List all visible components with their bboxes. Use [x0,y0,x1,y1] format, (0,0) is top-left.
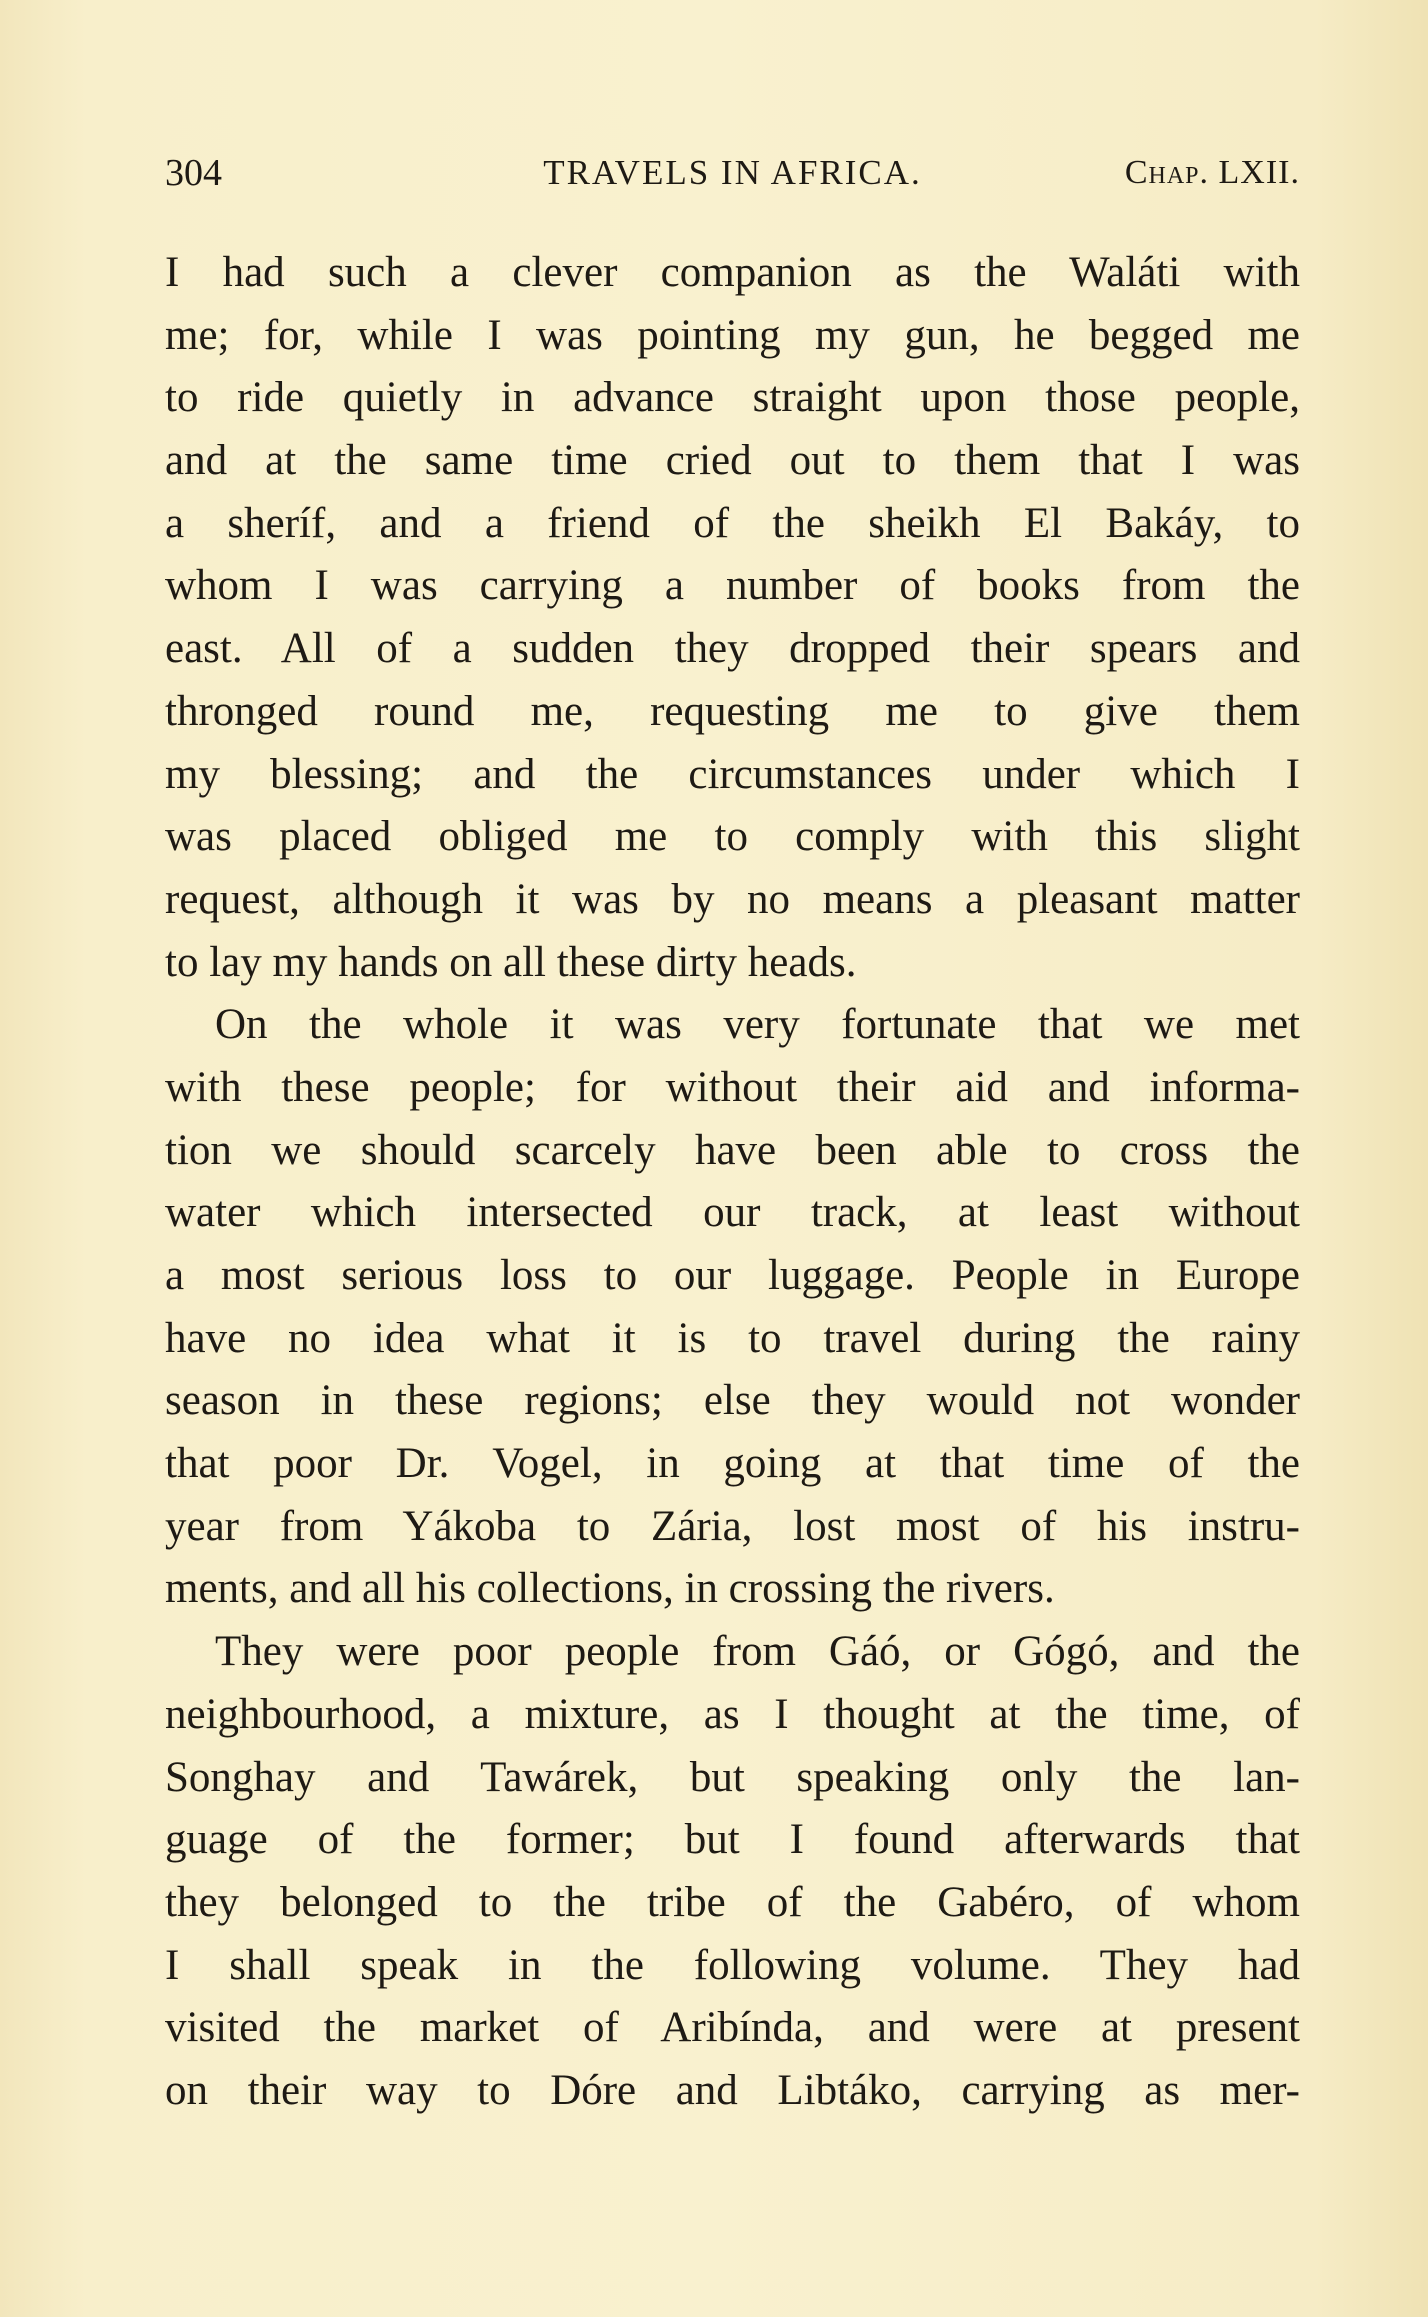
text-line: ments, and all his collections, in crossing the rivers. [165,1565,1055,1613]
text-line: season in these regions; else they would not wonder [165,1377,1300,1425]
body-text [165,242,1300,2123]
text-line: year from Yákoba to Zária, lost most of his instru- [165,1502,1300,1550]
text-line: on their way to Dóre and Libtáko, carrying as mer- [165,2066,1300,2114]
text-line: to ride quietly in advance straight upon those people, [165,374,1300,422]
text-line: visited the market of Aribínda, and were at present [165,2004,1300,2052]
text-line: and at the same time cried out to them that I was [165,437,1300,485]
text-line: tion we should scarcely have been able to cross the [165,1126,1300,1174]
text-line: They were poor people from Gáó, or Gógó, and the [215,1628,1300,1676]
text-line: my blessing; and the circumstances under which I [165,750,1300,798]
text-line: me; for, while I was pointing my gun, he begged me [165,311,1300,359]
text-line: I shall speak in the following volume. They had [165,1941,1300,1989]
chapter-label [1125,145,1300,201]
text-line: whom I was carrying a number of books from the [165,562,1300,610]
text-line: thronged round me, requesting me to give them [165,687,1300,735]
text-line: east. All of a sudden they dropped their spears and [165,625,1300,673]
text-line: water which intersected our track, at least without [165,1189,1300,1237]
text-line: On the whole it was very fortunate that we met [215,1001,1300,1049]
text-line: have no idea what it is to travel during the rainy [165,1314,1300,1362]
chapter-text: Chap. LXII. [1124,154,1300,191]
running-title: TRAVELS IN AFRICA. [543,153,922,192]
text-line: a sheríf, and a friend of the sheikh El Bakáy, to [165,499,1300,547]
text-line: a most serious loss to our luggage. People in Europe [165,1252,1300,1299]
text-line: that poor Dr. Vogel, in going at that time of the [165,1440,1300,1488]
text-line: request, although it was by no means a pleasant matter [165,875,1300,923]
text-line: guage of the former; but I found afterwards that [165,1816,1300,1864]
text-line: was placed obliged me to comply with this slight [165,813,1300,861]
text-line: with these people; for without their aid and informa- [165,1063,1300,1111]
text-line: neighbourhood, a mixture, as I thought at the time, of [165,1690,1300,1738]
page-number: 304 [165,152,222,194]
text-line: Songhay and Tawárek, but speaking only the lan- [165,1753,1300,1801]
text-line: they belonged to the tribe of the Gabéro, of whom [165,1878,1300,1926]
text-line: I had such a clever companion as the Waláti with [165,249,1300,296]
text-line: to lay my hands on all these dirty heads. [165,938,857,986]
page-header [165,145,1300,201]
